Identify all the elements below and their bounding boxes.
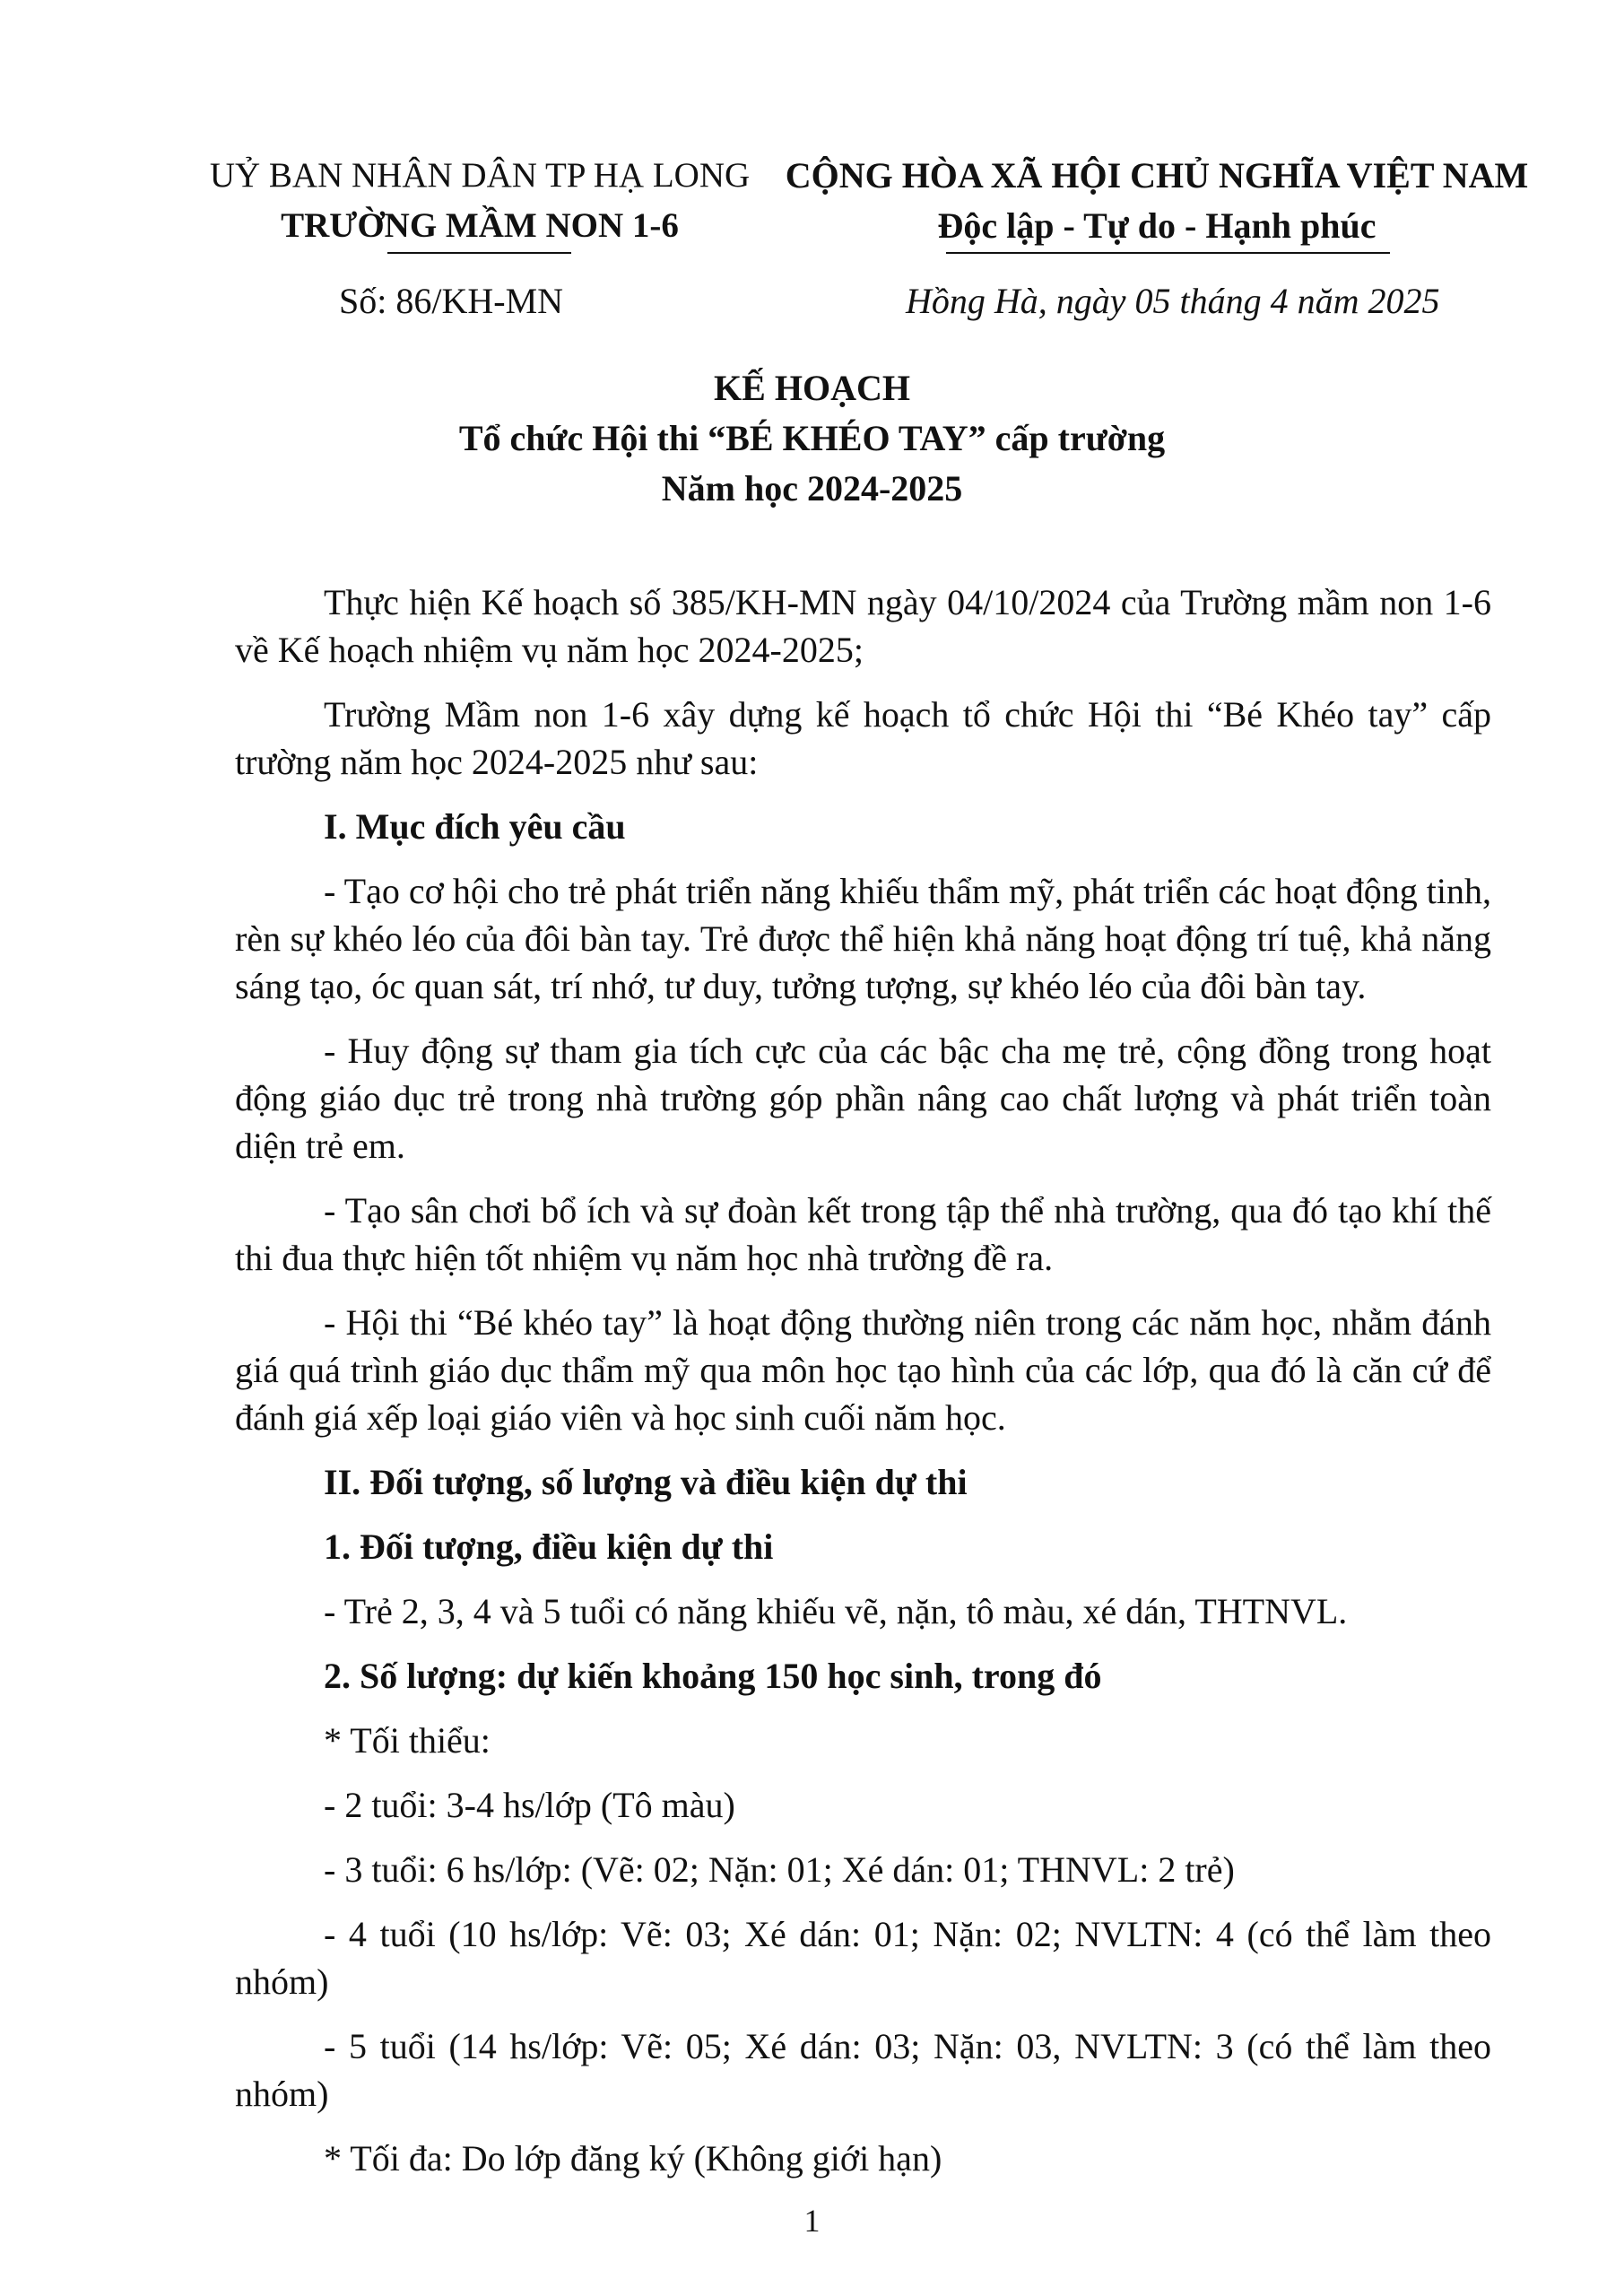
page-number: 1	[803, 2203, 821, 2239]
paragraph-purpose-1: - Tạo cơ hội cho trẻ phát triển năng khiếu thẩm mỹ, phát triển các hoạt động tinh, rèn sự khéo léo của đôi bàn tay. Trẻ được thể hiện khả năng hoạt động trí tuệ, khả năng sáng tạo, óc quan sát, trí nhớ, tư duy, tưởng tượng, sự khéo léo của đôi bàn tay.	[235, 871, 1491, 1006]
title-line-2: Tổ chức Hội thi “BÉ KHÉO TAY” cấp trường	[458, 418, 1166, 458]
paragraph-minimum: * Tối thiểu:	[324, 1720, 491, 1761]
title-line-1: KẾ HOẠCH	[714, 368, 910, 408]
section-heading-1: I. Mục đích yêu cầu	[324, 806, 626, 847]
section-heading-2: II. Đối tượng, số lượng và điều kiện dự thi	[324, 1462, 968, 1502]
paragraph-reference: Thực hiện Kế hoạch số 385/KH-MN ngày 04/10/2024 của Trường mầm non 1-6 về Kế hoạch nhiệm vụ năm học 2024-2025;	[235, 582, 1491, 670]
agency-name: UỶ BAN NHÂN DÂN TP HẠ LONG	[209, 156, 751, 195]
issuing-agency	[193, 151, 767, 251]
country-name: CỘNG HÒA XÃ HỘI CHỦ NGHĨA VIỆT NAM	[785, 155, 1529, 196]
motto: Độc lập - Tự do - Hạnh phúc	[937, 205, 1376, 246]
paragraph-maximum: * Tối đa: Do lớp đăng ký (Không giới hạn)	[324, 2138, 942, 2179]
document-title	[179, 363, 1445, 514]
motto-underline	[946, 252, 1390, 254]
paragraph-intro: Trường Mầm non 1-6 xây dựng kế hoạch tổ chức Hội thi “Bé Khéo tay” cấp trường năm học 2024-2025 như sau:	[235, 694, 1491, 782]
subsection-heading-1: 1. Đối tượng, điều kiện dự thi	[324, 1526, 774, 1567]
national-motto	[771, 151, 1542, 251]
place-date: Hồng Hà, ngày 05 tháng 4 năm 2025	[906, 281, 1440, 321]
school-name-underline	[387, 252, 571, 254]
list-item: - 3 tuổi: 6 hs/lớp: (Vẽ: 02; Nặn: 01; Xé dán: 01; THNVL: 2 trẻ)	[324, 1849, 1235, 1890]
document-number: Số: 86/KH-MN	[339, 281, 564, 321]
school-name: TRƯỜNG MẦM NON 1-6	[281, 206, 679, 245]
paragraph-purpose-3: - Tạo sân chơi bổ ích và sự đoàn kết trong tập thể nhà trường, qua đó tạo khí thế thi đua thực hiện tốt nhiệm vụ năm học nhà trường đề ra.	[235, 1190, 1491, 1278]
subsection-heading-2: 2. Số lượng: dự kiến khoảng 150 học sinh, trong đó	[324, 1656, 1102, 1696]
paragraph-eligibility: - Trẻ 2, 3, 4 và 5 tuổi có năng khiếu vẽ, nặn, tô màu, xé dán, THTNVL.	[324, 1591, 1348, 1631]
list-item: - 4 tuổi (10 hs/lớp: Vẽ: 03; Xé dán: 01; Nặn: 02; NVLTN: 4 (có thể làm theo nhóm)	[235, 1914, 1491, 2002]
document-body	[235, 578, 1491, 2182]
title-line-3: Năm học 2024-2025	[661, 468, 963, 509]
paragraph-purpose-4: - Hội thi “Bé khéo tay” là hoạt động thường niên trong các năm học, nhằm đánh giá quá trình giáo dục thẩm mỹ qua môn học tạo hình của các lớp, qua đó là căn cứ để đánh giá xếp loại giáo viên và học sinh cuối năm học.	[235, 1302, 1491, 1438]
list-item: - 2 tuổi: 3-4 hs/lớp (Tô màu)	[324, 1785, 735, 1825]
list-item: - 5 tuổi (14 hs/lớp: Vẽ: 05; Xé dán: 03; Nặn: 03, NVLTN: 3 (có thể làm theo nhóm)	[235, 2026, 1491, 2114]
paragraph-purpose-2: - Huy động sự tham gia tích cực của các bậc cha mẹ trẻ, cộng đồng trong hoạt động giáo dục trẻ trong nhà trường góp phần nâng cao chất lượng và phát triển toàn diện trẻ em.	[235, 1031, 1491, 1166]
